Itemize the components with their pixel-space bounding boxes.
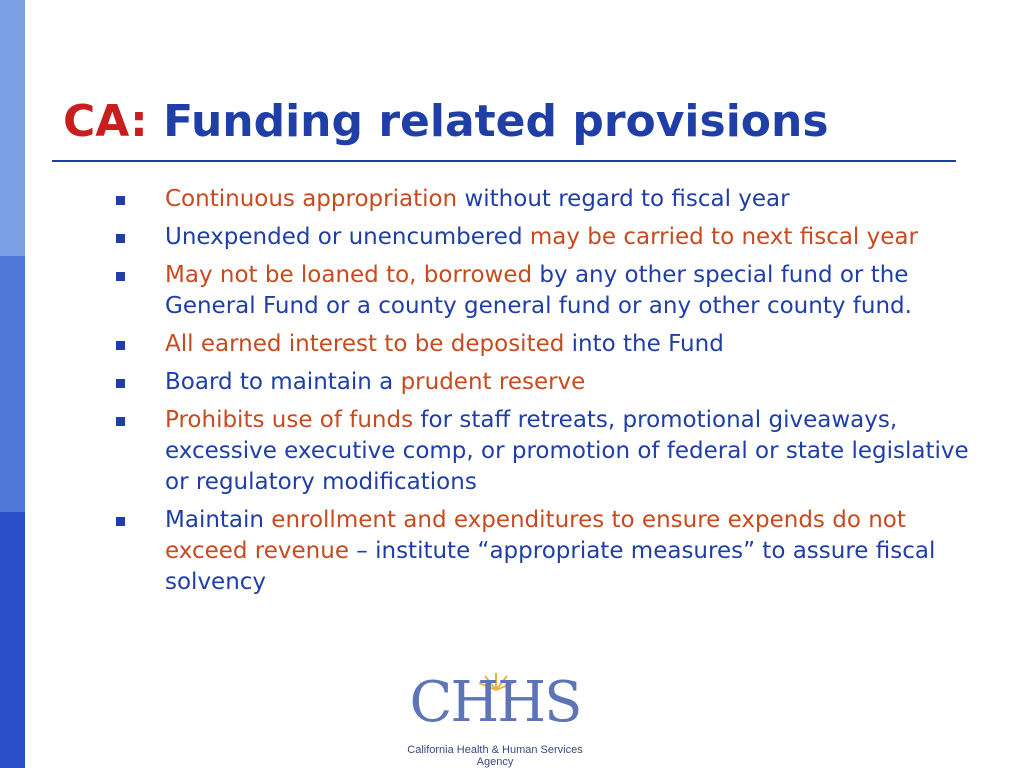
square-bullet-icon — [116, 272, 125, 281]
bullet-list — [112, 184, 972, 605]
square-bullet-icon — [116, 517, 125, 526]
bullet-highlight-text: enrollment and expenditures to ensure expends do not exceed revenue — [165, 507, 906, 564]
square-bullet-icon — [116, 379, 125, 388]
title-prefix: CA: — [63, 96, 148, 147]
slide-title — [63, 92, 829, 152]
bullet-highlight-text: May not be loaned to, borrowed — [165, 262, 533, 288]
bullet-text: into the Fund — [564, 331, 724, 357]
sidebar-band-dark — [0, 512, 25, 768]
bullet-highlight-text: may be carried to next fiscal year — [529, 224, 918, 250]
logo-wordmark: CHHS — [409, 670, 581, 735]
bullet-highlight-text: prudent reserve — [400, 369, 586, 395]
bullet-text: – institute “appropriate measures” to assure fiscal solvency — [165, 538, 936, 595]
chhs-logo — [390, 668, 600, 768]
bullet-item — [112, 260, 972, 322]
square-bullet-icon — [116, 417, 125, 426]
sidebar-gradient — [0, 0, 25, 768]
bullet-text: by any other special fund or the General Fund or a county general fund or any other county fund. — [165, 262, 912, 319]
bullet-item — [112, 405, 972, 498]
bullet-item — [112, 222, 972, 253]
sidebar-band-light — [0, 0, 25, 256]
title-text: Funding related provisions — [163, 96, 829, 147]
bullet-text: for staff retreats, promotional giveaways, excessive executive comp, or promotion of federal or state legislative or regulatory modifications — [165, 407, 969, 495]
square-bullet-icon — [116, 234, 125, 243]
bullet-text: without regard to fiscal year — [457, 186, 790, 212]
square-bullet-icon — [116, 341, 125, 350]
bullet-text: Board to maintain a — [165, 369, 401, 395]
bullet-highlight-text: Continuous appropriation — [165, 186, 458, 212]
bullet-text: Maintain — [165, 507, 272, 533]
bullet-item — [112, 184, 972, 215]
bullet-highlight-text: All earned interest to be deposited — [165, 331, 565, 357]
bullet-text: Unexpended or unencumbered — [165, 224, 530, 250]
square-bullet-icon — [116, 196, 125, 205]
bullet-item — [112, 505, 972, 598]
bullet-item — [112, 367, 972, 398]
logo-tagline: California Health & Human Services Agency — [407, 744, 583, 768]
bullet-item — [112, 329, 972, 360]
sidebar-band-mid — [0, 256, 25, 512]
title-divider — [52, 160, 956, 162]
bullet-highlight-text: Prohibits use of funds — [165, 407, 414, 433]
